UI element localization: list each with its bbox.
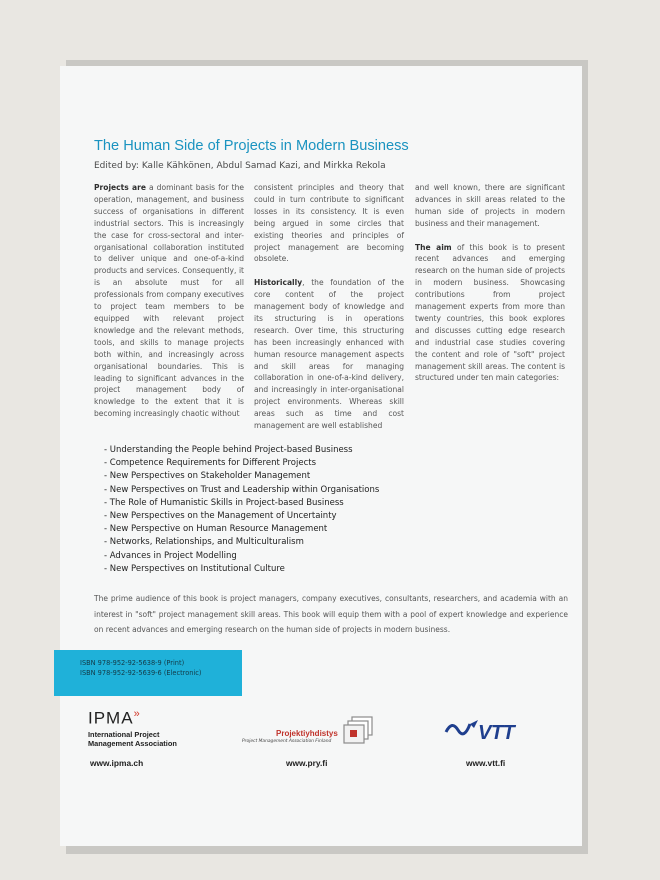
- category-item: - New Perspectives on Institutional Culture: [104, 563, 285, 574]
- category-item: - Networks, Relationships, and Multiculturalism: [104, 537, 304, 548]
- category-item: - New Perspective on Human Resource Management: [104, 524, 328, 535]
- category-list: [104, 444, 524, 576]
- ipma-name-line-1: International Project: [88, 729, 160, 739]
- paragraph-lead: Historically: [254, 278, 303, 288]
- pry-squares-icon: [342, 716, 374, 746]
- audience-paragraph: The prime audience of this book is project managers, company executives, consultants, researchers, and academia with an interest in "soft" project management skill areas. This book will equip them with a pool of expert knowledge and experience on recent advances and emerging research on the human side of projects in modern business.: [94, 594, 568, 634]
- paragraph-text: a dominant basis for the operation, management, and business success of organisations in different industrial sectors. This is increasingly the case for cross-sectoral and inter-organisational collaboration instituted to deliver unique and one-of-a-kind products and services. Consequently, it is an absolute must for all professionals from company executives to project team members to be equipped with relevant project knowledge and the relevant methods, tools, and skills to manage projects both within, and increasingly across organisational boundaries. This is leading to significant advances in the project management body of knowledge to the extent that it is becoming increasingly chaotic without: [94, 183, 244, 419]
- category-item: - New Perspectives on Stakeholder Management: [104, 471, 311, 482]
- vtt-logo: [444, 716, 534, 746]
- ipma-chevron-icon: »: [133, 708, 140, 720]
- category-item: - New Perspectives on Trust and Leadership within Organisations: [104, 484, 380, 495]
- paragraph-historically: [254, 277, 404, 432]
- paragraph-continued: and well known, there are significant advances in skill areas related to the human side of projects in modern business and their management.: [415, 183, 565, 228]
- ipma-logo: [88, 708, 248, 748]
- isbn-print: ISBN 978-952-92-5638-9 (Print): [80, 659, 185, 667]
- ipma-name-line-2: Management Association: [88, 738, 177, 748]
- ipma-url: www.ipma.ch: [90, 758, 144, 768]
- paragraph-aim: [415, 242, 565, 385]
- paragraph-lead: The aim: [415, 242, 452, 252]
- text-column-2: [254, 182, 404, 444]
- paragraph-text: of this book is to present recent advances and emerging research on the human side of projects in modern business. Showcasing contributions from project management experts from more than twenty countries, this book explores and discusses cutting edge research and industrial case studies covering the content and role of "soft" project management skill areas. The content is structured under ten main categories:: [415, 242, 565, 383]
- pry-url: www.pry.fi: [286, 758, 328, 768]
- paragraph-text: , the foundation of the core content of the project management body of knowledge and its structuring is in operations research. Over time, this structuring has been increasingly enhanced with human resource management aspects and skill areas for managing collaboration in one-of-a-kind delivery, and increasingly in inter-organisational project environments. Whereas skill areas such as time and cost management are well established: [254, 278, 404, 431]
- category-item: - New Perspectives on the Management of Uncertainty: [104, 511, 337, 522]
- isbn-electronic: ISBN 978-952-92-5639-6 (Electronic): [80, 669, 202, 678]
- ipma-logo-text: IPMA: [88, 708, 134, 728]
- paragraph-continued: consistent principles and theory that could in turn contribute to significant losses in its consistency. It is even being argued in some circles that existing theories and principles of project management are becoming obsolete.: [254, 183, 404, 264]
- category-item: - Understanding the People behind Project-based Business: [104, 445, 353, 455]
- paragraph-lead: Projects are: [94, 183, 146, 192]
- back-cover: [60, 66, 582, 846]
- vtt-wave-icon: [444, 716, 480, 746]
- paragraph-projects: [94, 182, 244, 420]
- vtt-logo-text: VTT: [478, 722, 515, 744]
- vtt-url: www.vtt.fi: [466, 758, 506, 768]
- book-title: The Human Side of Projects in Modern Business: [94, 138, 409, 154]
- text-column-1: [94, 182, 244, 432]
- category-item: - Advances in Project Modelling: [104, 550, 237, 561]
- pry-logo-name: Projektiyhdistys: [276, 729, 338, 738]
- book-editors: Edited by: Kalle Kähkönen, Abdul Samad Kazi, and Mirkka Rekola: [94, 161, 386, 171]
- pry-logo-subtitle: Project Management Association Finland: [242, 739, 332, 744]
- pry-logo: [230, 704, 380, 756]
- category-item: - Competence Requirements for Different Projects: [104, 458, 317, 469]
- text-column-3: [415, 182, 565, 396]
- isbn-box: [54, 650, 242, 696]
- category-item: - The Role of Humanistic Skills in Project-based Business: [104, 497, 344, 508]
